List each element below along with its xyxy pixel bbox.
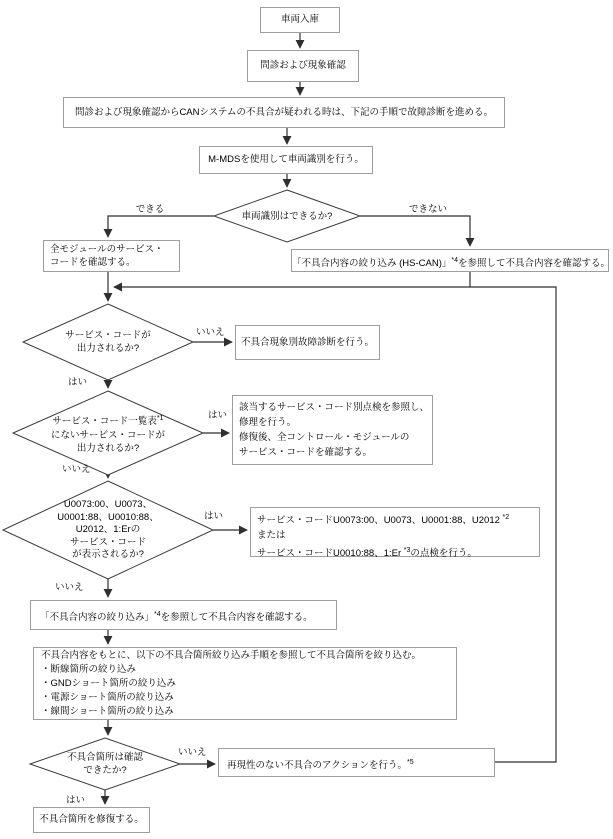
text-line: 出力されるか? (76, 443, 140, 454)
diamond-service-code-output-label (38, 329, 178, 355)
footnote-ref-1: *1 (156, 415, 164, 422)
text-line: U0073:00、U0073、 (63, 499, 153, 510)
footnote-ref-4: *4 (451, 257, 459, 264)
branch-label-d5-no: いいえ (178, 747, 207, 758)
diamond-vehicle-id-label: 車両識別はできるか? (241, 211, 333, 222)
node-no-reproduce-action (218, 748, 495, 777)
node-intro-label: 問診および現象確認からCANシステムの不具合が疑われる時は、下記の手順で故障診断を進める。 (74, 107, 494, 118)
node-phenomenon-diagnosis (235, 325, 380, 360)
node-repair-fault (33, 807, 150, 833)
text-line: 不具合内容をもとに、以下の不具合箇所絞り込み手順を参照して不具合箇所を絞り込む。 (41, 650, 422, 661)
text-line: の点検を行う。 (410, 548, 477, 559)
node-repair-codecheck (232, 395, 433, 465)
node-start (260, 7, 340, 33)
text-line (257, 510, 539, 528)
node-interview-label: 問診および現象確認 (260, 60, 346, 71)
text-line: が表示されるか? (72, 549, 144, 560)
list-item: ・GNDショート箇所の絞り込み (41, 678, 176, 689)
node-ucode-inspection (250, 507, 540, 557)
branch-label-d2-yes: はい (68, 377, 88, 388)
text-line (257, 543, 539, 561)
text-line: または (257, 530, 286, 541)
branch-label-d1-no: できない (408, 204, 447, 215)
text-line: サービス・コードが (65, 330, 151, 341)
diamond-fault-confirmed-label (35, 751, 175, 777)
node-shibori-text: 「不具合内容の絞り込み」 (40, 612, 155, 623)
node-saigen-text: 再現性のない不具合のアクションを行う。 (227, 760, 408, 771)
footnote-ref-2: *2 (502, 514, 510, 521)
text-line: 出力されるか? (76, 343, 140, 354)
node-hscan-text: 「不具合内容の絞り込み (HS-CAN)」 (292, 258, 452, 269)
text-line: U2012、1:Erの (75, 524, 141, 535)
footnote-ref-3: *3 (403, 547, 411, 554)
text-line: サービス・コード (69, 536, 146, 548)
node-hscan-text2: を参照して不具合内容を確認する。 (458, 258, 611, 269)
list-item: ・線間ショート箇所の絞り込み (41, 706, 174, 717)
text-line: サービス・コードU0073:00、U0073、U0001:88、U2012 (257, 515, 503, 526)
text-line: 修復後、全コントロール・モジュールの (239, 432, 410, 443)
text-line: コードを確認する。 (50, 257, 136, 268)
branch-label-d3-yes: はい (208, 410, 228, 421)
diamond-unlisted-code-label (28, 412, 188, 456)
text-line (28, 412, 188, 429)
node-shibori-confirm (30, 600, 337, 630)
list-item: ・断線箇所の絞り込み (41, 664, 137, 675)
text-line: 該当するサービス・コード別点検を参照し、 (239, 402, 430, 413)
footnote-ref-4b: *4 (154, 611, 161, 618)
node-mmds (199, 146, 373, 174)
node-phenomenon-label: 不具合現象別故障診断を行う。 (240, 337, 374, 348)
node-shibori-text2: を参照して不具合内容を確認する。 (160, 612, 313, 623)
node-start-label: 車両入庫 (280, 14, 319, 25)
branch-label-d1-yes: できる (135, 204, 165, 215)
branch-label-d4-yes: はい (204, 511, 224, 522)
node-fix-label: 不具合箇所を修復する。 (39, 814, 144, 825)
diamond-ucode-displayed-label (28, 499, 188, 562)
text-line: サービス・コードU0010:88、1:Er (257, 548, 404, 559)
branch-label-d2-no: いいえ (196, 327, 225, 338)
node-all-modules (43, 240, 180, 272)
node-hscan-narrow (291, 249, 609, 272)
branch-label-d3-no: いいえ (62, 464, 91, 475)
list-item: ・電源ショート箇所の絞り込み (41, 692, 174, 703)
text-line: サービス・コード一覧表 (52, 416, 157, 427)
node-interview (247, 50, 359, 82)
text-line: 全モジュールのサービス・ (50, 244, 164, 255)
text-line: U0001:88、U0010:88、 (57, 511, 159, 523)
node-intro (63, 97, 505, 128)
text-line: サービス・コードを確認する。 (239, 447, 373, 458)
node-narrow-procedure (33, 647, 457, 720)
text-line: 修理を行う。 (239, 417, 297, 428)
text-line: できたか? (83, 765, 127, 776)
footnote-ref-5: *5 (407, 759, 414, 766)
branch-label-d5-yes: はい (66, 795, 86, 806)
text-line: 不具合箇所は確認 (66, 752, 143, 763)
text-line: にないサービス・コードが (50, 429, 165, 441)
node-mmds-label: M-MDSを使用して車両識別を行う。 (208, 154, 364, 165)
branch-label-d4-no: いいえ (55, 582, 84, 593)
